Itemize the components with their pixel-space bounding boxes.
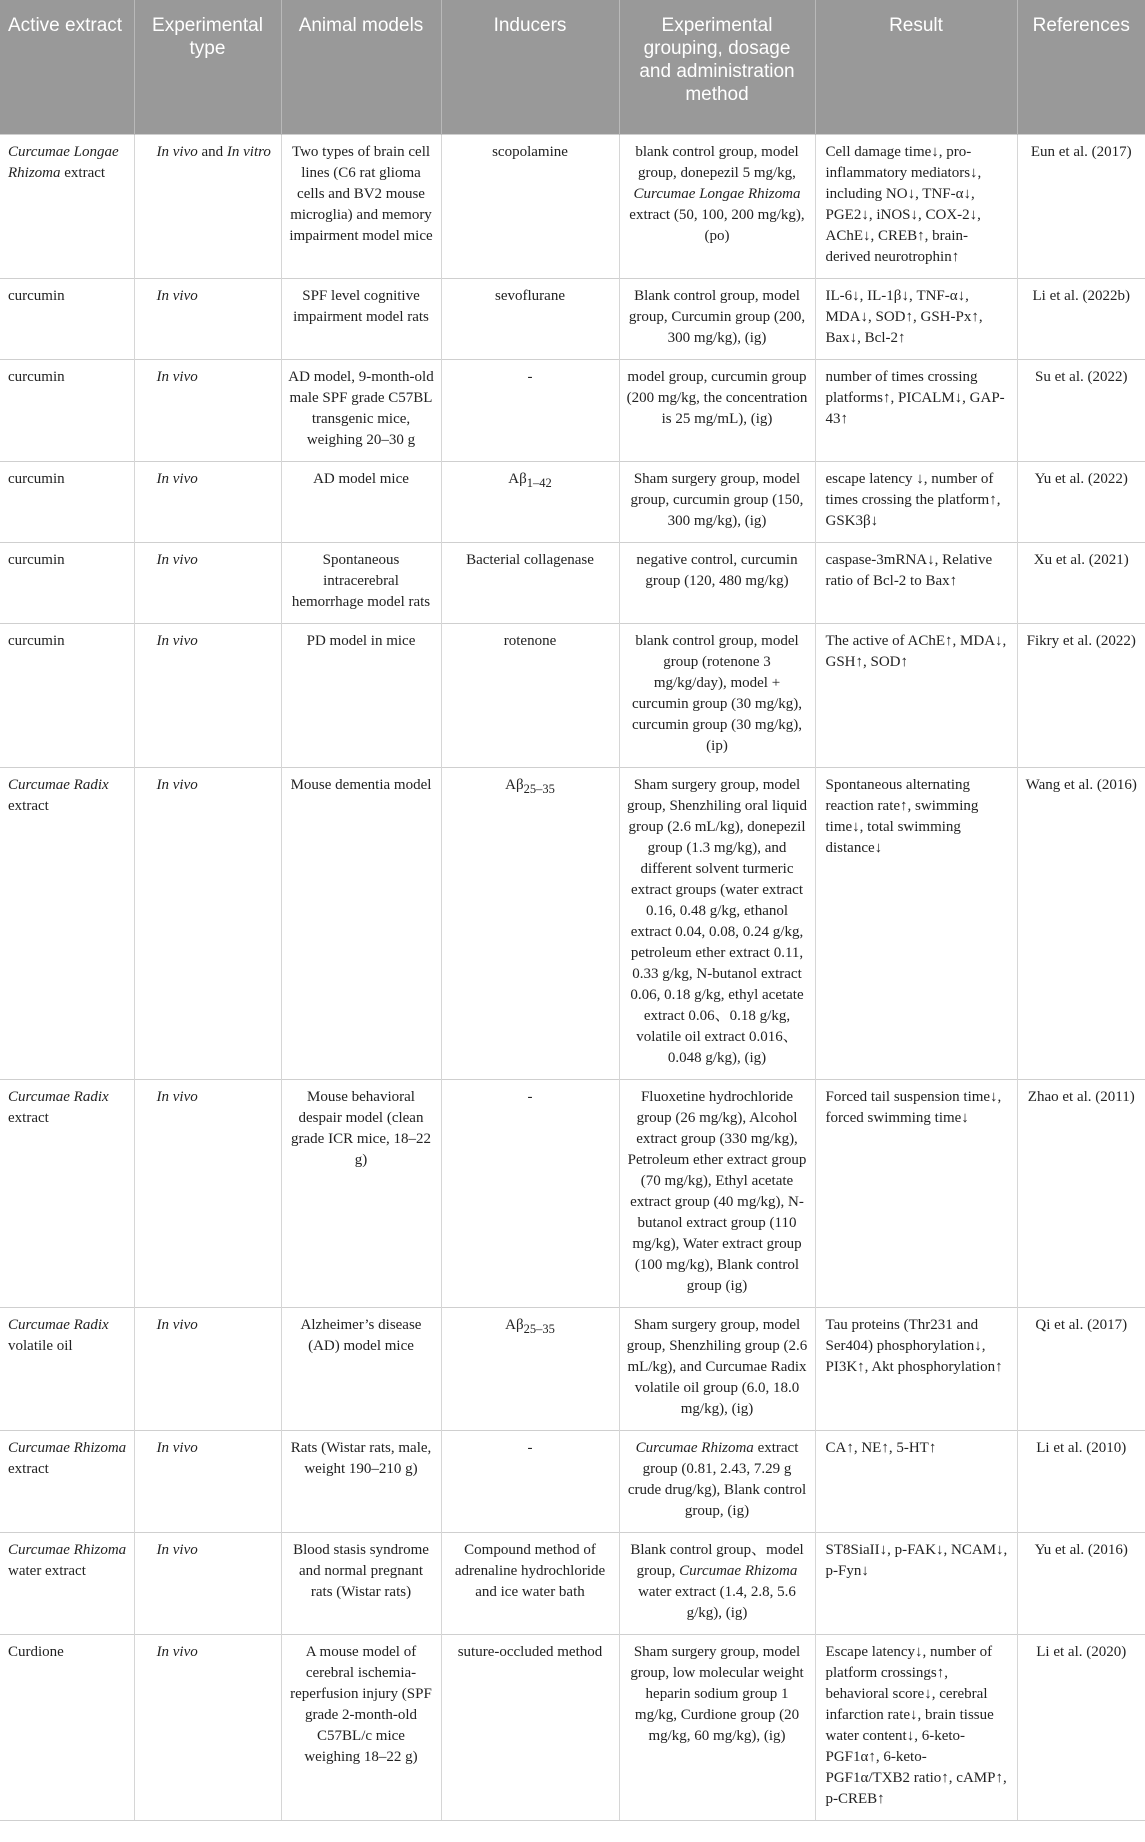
cell-grouping-dosage-text: Curcumae Longae Rhizoma bbox=[633, 186, 801, 202]
cell-result bbox=[815, 135, 1017, 279]
cell-experimental-type-text: In vivo bbox=[156, 1644, 198, 1660]
cell-active-extract-text: extract bbox=[60, 165, 106, 181]
cell-active-extract bbox=[0, 1533, 134, 1635]
cell-grouping-dosage bbox=[619, 1431, 815, 1533]
cell-reference-text: Yu et al. (2022) bbox=[1034, 471, 1128, 487]
cell-active-extract-text: curcumin bbox=[8, 471, 65, 487]
cell-active-extract-text: Curcumae Radix bbox=[8, 1089, 109, 1105]
table-row bbox=[0, 279, 1145, 360]
cell-animal-model-text: SPF level cognitive impairment model rats bbox=[293, 288, 429, 325]
table-row bbox=[0, 360, 1145, 462]
cell-experimental-type bbox=[134, 1431, 281, 1533]
table-row bbox=[0, 1635, 1145, 1821]
cell-active-extract-text: Curcumae Longae Rhizoma bbox=[8, 144, 119, 181]
cell-active-extract-text: curcumin bbox=[8, 633, 65, 649]
cell-result bbox=[815, 624, 1017, 768]
cell-active-extract bbox=[0, 1080, 134, 1308]
header-references: References bbox=[1017, 0, 1145, 135]
cell-grouping-dosage bbox=[619, 768, 815, 1080]
cell-active-extract bbox=[0, 1308, 134, 1431]
cell-inducer bbox=[441, 543, 619, 624]
cell-reference-text: Li et al. (2020) bbox=[1036, 1644, 1127, 1660]
cell-inducer bbox=[441, 135, 619, 279]
table-row bbox=[0, 1308, 1145, 1431]
cell-animal-model-text: Rats (Wistar rats, male, weight 190–210 g) bbox=[290, 1440, 432, 1477]
cell-inducer-text: 25–35 bbox=[523, 782, 555, 796]
cell-active-extract bbox=[0, 360, 134, 462]
cell-inducer bbox=[441, 768, 619, 1080]
cell-experimental-type-text: In vivo bbox=[156, 1317, 198, 1333]
cell-active-extract-text: extract bbox=[8, 1110, 49, 1126]
cell-grouping-dosage bbox=[619, 1635, 815, 1821]
cell-grouping-dosage bbox=[619, 462, 815, 543]
cell-animal-model bbox=[281, 768, 441, 1080]
cell-animal-model-text: AD model, 9-month-old male SPF grade C57BL transgenic mice, weighing 20–30 g bbox=[288, 369, 434, 448]
cell-active-extract-text: curcumin bbox=[8, 369, 65, 385]
cell-result-text: Cell damage time↓, pro-inflammatory mediators↓, including NO↓, TNF-α↓, PGE2↓, iNOS↓, COX-2↓, AChE↓, CREB↑, brain-derived neurotrophin↑ bbox=[825, 144, 982, 265]
header-inducers: Inducers bbox=[441, 0, 619, 135]
cell-inducer bbox=[441, 1431, 619, 1533]
cell-reference bbox=[1017, 360, 1145, 462]
cell-grouping-dosage bbox=[619, 360, 815, 462]
cell-result bbox=[815, 543, 1017, 624]
table-header-row bbox=[0, 0, 1145, 135]
cell-experimental-type-text: In vivo bbox=[156, 1089, 198, 1105]
cell-grouping-dosage bbox=[619, 543, 815, 624]
cell-animal-model-text: AD model mice bbox=[313, 471, 409, 487]
cell-result-text: caspase-3mRNA↓, Relative ratio of Bcl-2 to Bax↑ bbox=[825, 552, 993, 589]
cell-animal-model bbox=[281, 543, 441, 624]
cell-result-text: IL-6↓, IL-1β↓, TNF-α↓, MDA↓, SOD↑, GSH-Px↑, Bax↓, Bcl-2↑ bbox=[825, 288, 983, 346]
cell-result bbox=[815, 360, 1017, 462]
cell-animal-model bbox=[281, 360, 441, 462]
cell-inducer-text: rotenone bbox=[503, 633, 557, 649]
cell-active-extract bbox=[0, 543, 134, 624]
cell-inducer bbox=[441, 624, 619, 768]
cell-result-text: Tau proteins (Thr231 and Ser404) phosphorylation↓, PI3K↑, Akt phosphorylation↑ bbox=[825, 1317, 1003, 1375]
cell-grouping-dosage-text: Sham surgery group, model group, Shenzhiling group (2.6 mL/kg), and Curcumae Radix volatile oil group (6.0, 18.0 mg/kg), (ig) bbox=[626, 1317, 808, 1417]
cell-experimental-type-text: In vivo bbox=[156, 1542, 198, 1558]
cell-animal-model bbox=[281, 1431, 441, 1533]
cell-inducer-text: scopolamine bbox=[492, 144, 568, 160]
cell-inducer bbox=[441, 1080, 619, 1308]
cell-experimental-type bbox=[134, 624, 281, 768]
cell-inducer bbox=[441, 1635, 619, 1821]
cell-grouping-dosage-text: blank control group, model group, donepezil 5 mg/kg, bbox=[635, 144, 799, 181]
cell-active-extract bbox=[0, 279, 134, 360]
header-animal-models: Animal models bbox=[281, 0, 441, 135]
cell-experimental-type bbox=[134, 1080, 281, 1308]
cell-reference bbox=[1017, 768, 1145, 1080]
cell-active-extract-text: volatile oil bbox=[8, 1338, 73, 1354]
cell-result bbox=[815, 1635, 1017, 1821]
cell-reference-text: Qi et al. (2017) bbox=[1035, 1317, 1128, 1333]
cell-reference bbox=[1017, 462, 1145, 543]
cell-reference bbox=[1017, 1635, 1145, 1821]
cell-experimental-type bbox=[134, 360, 281, 462]
cell-reference bbox=[1017, 1080, 1145, 1308]
cell-experimental-type-text: and bbox=[197, 144, 227, 160]
cell-result bbox=[815, 279, 1017, 360]
cell-reference bbox=[1017, 1533, 1145, 1635]
cell-grouping-dosage-text: negative control, curcumin group (120, 480 mg/kg) bbox=[636, 552, 798, 589]
cell-animal-model bbox=[281, 1308, 441, 1431]
cell-grouping-dosage bbox=[619, 1080, 815, 1308]
cell-inducer-text: Aβ bbox=[508, 471, 527, 487]
cell-active-extract-text: Curcumae Rhizoma bbox=[8, 1542, 127, 1558]
header-result: Result bbox=[815, 0, 1017, 135]
cell-active-extract-text: Curcumae Rhizoma bbox=[8, 1440, 127, 1456]
cell-experimental-type-text: In vivo bbox=[156, 777, 198, 793]
cell-experimental-type-text: In vivo bbox=[156, 633, 198, 649]
cell-animal-model bbox=[281, 1635, 441, 1821]
cell-active-extract-text: curcumin bbox=[8, 552, 65, 568]
cell-experimental-type bbox=[134, 1533, 281, 1635]
cell-inducer-text: - bbox=[527, 1089, 533, 1105]
cell-experimental-type-text: In vivo bbox=[156, 471, 198, 487]
cell-active-extract-text: curcumin bbox=[8, 288, 65, 304]
cell-active-extract bbox=[0, 135, 134, 279]
cell-animal-model bbox=[281, 462, 441, 543]
cell-result bbox=[815, 1308, 1017, 1431]
cell-experimental-type-text: In vivo bbox=[156, 1440, 198, 1456]
cell-reference-text: Li et al. (2022b) bbox=[1032, 288, 1130, 304]
table-row bbox=[0, 135, 1145, 279]
cell-inducer bbox=[441, 1533, 619, 1635]
cell-animal-model-text: Blood stasis syndrome and normal pregnant rats (Wistar rats) bbox=[293, 1542, 429, 1600]
cell-active-extract-text: extract bbox=[8, 798, 49, 814]
cell-active-extract-text: water extract bbox=[8, 1563, 86, 1579]
cell-experimental-type-text: In vivo bbox=[156, 369, 198, 385]
table-row bbox=[0, 1431, 1145, 1533]
cell-grouping-dosage-text: Blank control group、model group, bbox=[630, 1542, 804, 1579]
cell-grouping-dosage-text: Blank control group, model group, Curcumin group (200, 300 mg/kg), (ig) bbox=[628, 288, 806, 346]
cell-reference bbox=[1017, 1431, 1145, 1533]
cell-result-text: Spontaneous alternating reaction rate↑, swimming time↓, total swimming distance↓ bbox=[825, 777, 979, 856]
cell-animal-model-text: Mouse behavioral despair model (clean grade ICR mice, 18–22 g) bbox=[291, 1089, 431, 1168]
table-row bbox=[0, 768, 1145, 1080]
cell-active-extract-text: Curcumae Radix bbox=[8, 1317, 109, 1333]
cell-grouping-dosage-text: Curcumae Rhizoma bbox=[635, 1440, 754, 1456]
cell-inducer-text: Bacterial collagenase bbox=[466, 552, 594, 568]
cell-result-text: The active of AChE↑, MDA↓, GSH↑, SOD↑ bbox=[825, 633, 1007, 670]
table-row bbox=[0, 1080, 1145, 1308]
cell-result bbox=[815, 1080, 1017, 1308]
table-row bbox=[0, 543, 1145, 624]
cell-inducer bbox=[441, 279, 619, 360]
cell-result bbox=[815, 462, 1017, 543]
cell-inducer bbox=[441, 360, 619, 462]
cell-grouping-dosage-text: Curcumae Rhizoma bbox=[679, 1563, 798, 1579]
cell-reference-text: Wang et al. (2016) bbox=[1025, 777, 1137, 793]
cell-result-text: number of times crossing platforms↑, PICALM↓, GAP-43↑ bbox=[825, 369, 1005, 427]
header-grouping-dosage: Experimental grouping, dosage and administration method bbox=[619, 0, 815, 135]
cell-reference bbox=[1017, 543, 1145, 624]
cell-result-text: escape latency ↓, number of times crossing the platform↑, GSK3β↓ bbox=[825, 471, 1001, 529]
table-row bbox=[0, 462, 1145, 543]
cell-active-extract bbox=[0, 768, 134, 1080]
cell-inducer-text: 25–35 bbox=[523, 1322, 555, 1336]
cell-inducer-text: sevoflurane bbox=[495, 288, 565, 304]
cell-result-text: Escape latency↓, number of platform crossings↑, behavioral score↓, cerebral infarction rate↓, brain tissue water content↓, 6-keto-PGF1α↑, 6-keto-PGF1α/TXB2 ratio↑, cAMP↑, p-CREB↑ bbox=[825, 1644, 1007, 1807]
cell-reference-text: Xu et al. (2021) bbox=[1033, 552, 1129, 568]
cell-grouping-dosage bbox=[619, 624, 815, 768]
cell-active-extract bbox=[0, 462, 134, 543]
cell-reference-text: Li et al. (2010) bbox=[1036, 1440, 1127, 1456]
cell-experimental-type bbox=[134, 279, 281, 360]
cell-experimental-type-text: In vivo bbox=[156, 144, 198, 160]
cell-animal-model-text: A mouse model of cerebral ischemia-reperfusion injury (SPF grade 2-month-old C57BL/c mice weighing 18–22 g) bbox=[290, 1644, 432, 1765]
header-active-extract: Active extract bbox=[0, 0, 134, 135]
cell-experimental-type bbox=[134, 462, 281, 543]
cell-experimental-type bbox=[134, 768, 281, 1080]
header-experimental-type: Experimental type bbox=[134, 0, 281, 135]
cell-animal-model-text: Mouse dementia model bbox=[290, 777, 432, 793]
cell-inducer bbox=[441, 462, 619, 543]
cell-animal-model bbox=[281, 1080, 441, 1308]
cell-inducer-text: suture-occluded method bbox=[457, 1644, 603, 1660]
cell-reference bbox=[1017, 135, 1145, 279]
cell-result bbox=[815, 1533, 1017, 1635]
cell-experimental-type-text: In vivo bbox=[156, 552, 198, 568]
cell-inducer-text: - bbox=[527, 369, 533, 385]
table-body bbox=[0, 135, 1145, 1821]
cell-grouping-dosage-text: model group, curcumin group (200 mg/kg, the concentration is 25 mg/mL), (ig) bbox=[626, 369, 808, 427]
cell-grouping-dosage bbox=[619, 135, 815, 279]
cell-grouping-dosage bbox=[619, 1308, 815, 1431]
cell-reference-text: Su et al. (2022) bbox=[1035, 369, 1128, 385]
cell-grouping-dosage-text: Fluoxetine hydrochloride group (26 mg/kg), Alcohol extract group (330 mg/kg), Petroleum ether extract group (70 mg/kg), Ethyl acetate extract group (40 mg/kg), N-butanol extract group (110 mg/kg), Water extract group (100 mg/kg), Blank control group (ig) bbox=[627, 1089, 807, 1294]
cell-active-extract-text: Curdione bbox=[8, 1644, 64, 1660]
table-row bbox=[0, 624, 1145, 768]
cell-animal-model bbox=[281, 135, 441, 279]
cell-grouping-dosage-text: blank control group, model group (rotenone 3 mg/kg/day), model + curcumin group (30 mg/kg), curcumin group (30 mg/kg), (ip) bbox=[632, 633, 802, 754]
cell-grouping-dosage-text: extract (50, 100, 200 mg/kg), (po) bbox=[629, 207, 805, 244]
cell-active-extract bbox=[0, 1635, 134, 1821]
cell-result-text: ST8SiaII↓, p-FAK↓, NCAM↓, p-Fyn↓ bbox=[825, 1542, 1008, 1579]
cell-experimental-type-text: In vivo bbox=[156, 288, 198, 304]
cell-grouping-dosage-text: water extract (1.4, 2.8, 5.6 g/kg), (ig) bbox=[638, 1584, 796, 1621]
cell-grouping-dosage-text: Sham surgery group, model group, curcumin group (150, 300 mg/kg), (ig) bbox=[630, 471, 804, 529]
cell-result bbox=[815, 1431, 1017, 1533]
cell-reference bbox=[1017, 279, 1145, 360]
cell-experimental-type bbox=[134, 1635, 281, 1821]
cell-inducer-text: 1–42 bbox=[526, 476, 552, 490]
cell-result-text: Forced tail suspension time↓, forced swimming time↓ bbox=[825, 1089, 1002, 1126]
cell-experimental-type bbox=[134, 543, 281, 624]
cell-experimental-type bbox=[134, 1308, 281, 1431]
cell-inducer-text: Aβ bbox=[505, 1317, 524, 1333]
cell-reference bbox=[1017, 1308, 1145, 1431]
cell-reference-text: Yu et al. (2016) bbox=[1034, 1542, 1128, 1558]
cell-inducer-text: Compound method of adrenaline hydrochloride and ice water bath bbox=[454, 1542, 606, 1600]
cell-experimental-type-text: In vitro bbox=[226, 144, 271, 160]
cell-animal-model-text: Two types of brain cell lines (C6 rat glioma cells and BV2 mouse microglia) and memory impairment model mice bbox=[289, 144, 433, 244]
cell-grouping-dosage bbox=[619, 1533, 815, 1635]
cell-experimental-type bbox=[134, 135, 281, 279]
cell-animal-model bbox=[281, 1533, 441, 1635]
cell-result bbox=[815, 768, 1017, 1080]
cell-inducer bbox=[441, 1308, 619, 1431]
cell-active-extract bbox=[0, 624, 134, 768]
cell-active-extract-text: Curcumae Radix bbox=[8, 777, 109, 793]
cell-grouping-dosage-text: Sham surgery group, model group, low molecular weight heparin sodium group 1 mg/kg, Curdione group (20 mg/kg, 60 mg/kg), (ig) bbox=[630, 1644, 804, 1744]
cell-grouping-dosage-text: extract group (0.81, 2.43, 7.29 g crude drug/kg), Blank control group, (ig) bbox=[627, 1440, 807, 1519]
cell-grouping-dosage-text: Sham surgery group, model group, Shenzhiling oral liquid group (2.6 mL/kg), donepezil group (1.3 mg/kg), and different solvent turmeric extract groups (water extract 0.16, 0.48 g/kg, ethanol extract 0.04, 0.08, 0.24 g/kg, petroleum ether extract 0.11, 0.33 g/kg, N-butanol extract 0.06, 0.18 g/kg, ethyl acetate extract 0.06、0.18 g/kg, volatile oil extract 0.016、0.048 g/kg), (ig) bbox=[627, 777, 807, 1066]
cell-result-text: CA↑, NE↑, 5-HT↑ bbox=[825, 1440, 937, 1456]
cell-grouping-dosage bbox=[619, 279, 815, 360]
cell-animal-model bbox=[281, 624, 441, 768]
cell-inducer-text: Aβ bbox=[505, 777, 524, 793]
cell-animal-model-text: Spontaneous intracerebral hemorrhage model rats bbox=[291, 552, 431, 610]
cell-active-extract-text: extract bbox=[8, 1461, 49, 1477]
cell-animal-model-text: PD model in mice bbox=[306, 633, 416, 649]
cell-reference-text: Eun et al. (2017) bbox=[1030, 144, 1132, 160]
cell-inducer-text: - bbox=[527, 1440, 533, 1456]
cell-active-extract bbox=[0, 1431, 134, 1533]
cell-reference-text: Zhao et al. (2011) bbox=[1027, 1089, 1135, 1105]
cell-animal-model-text: Alzheimer’s disease (AD) model mice bbox=[300, 1317, 422, 1354]
cell-reference bbox=[1017, 624, 1145, 768]
cell-animal-model bbox=[281, 279, 441, 360]
cell-reference-text: Fikry et al. (2022) bbox=[1026, 633, 1136, 649]
table-row bbox=[0, 1533, 1145, 1635]
